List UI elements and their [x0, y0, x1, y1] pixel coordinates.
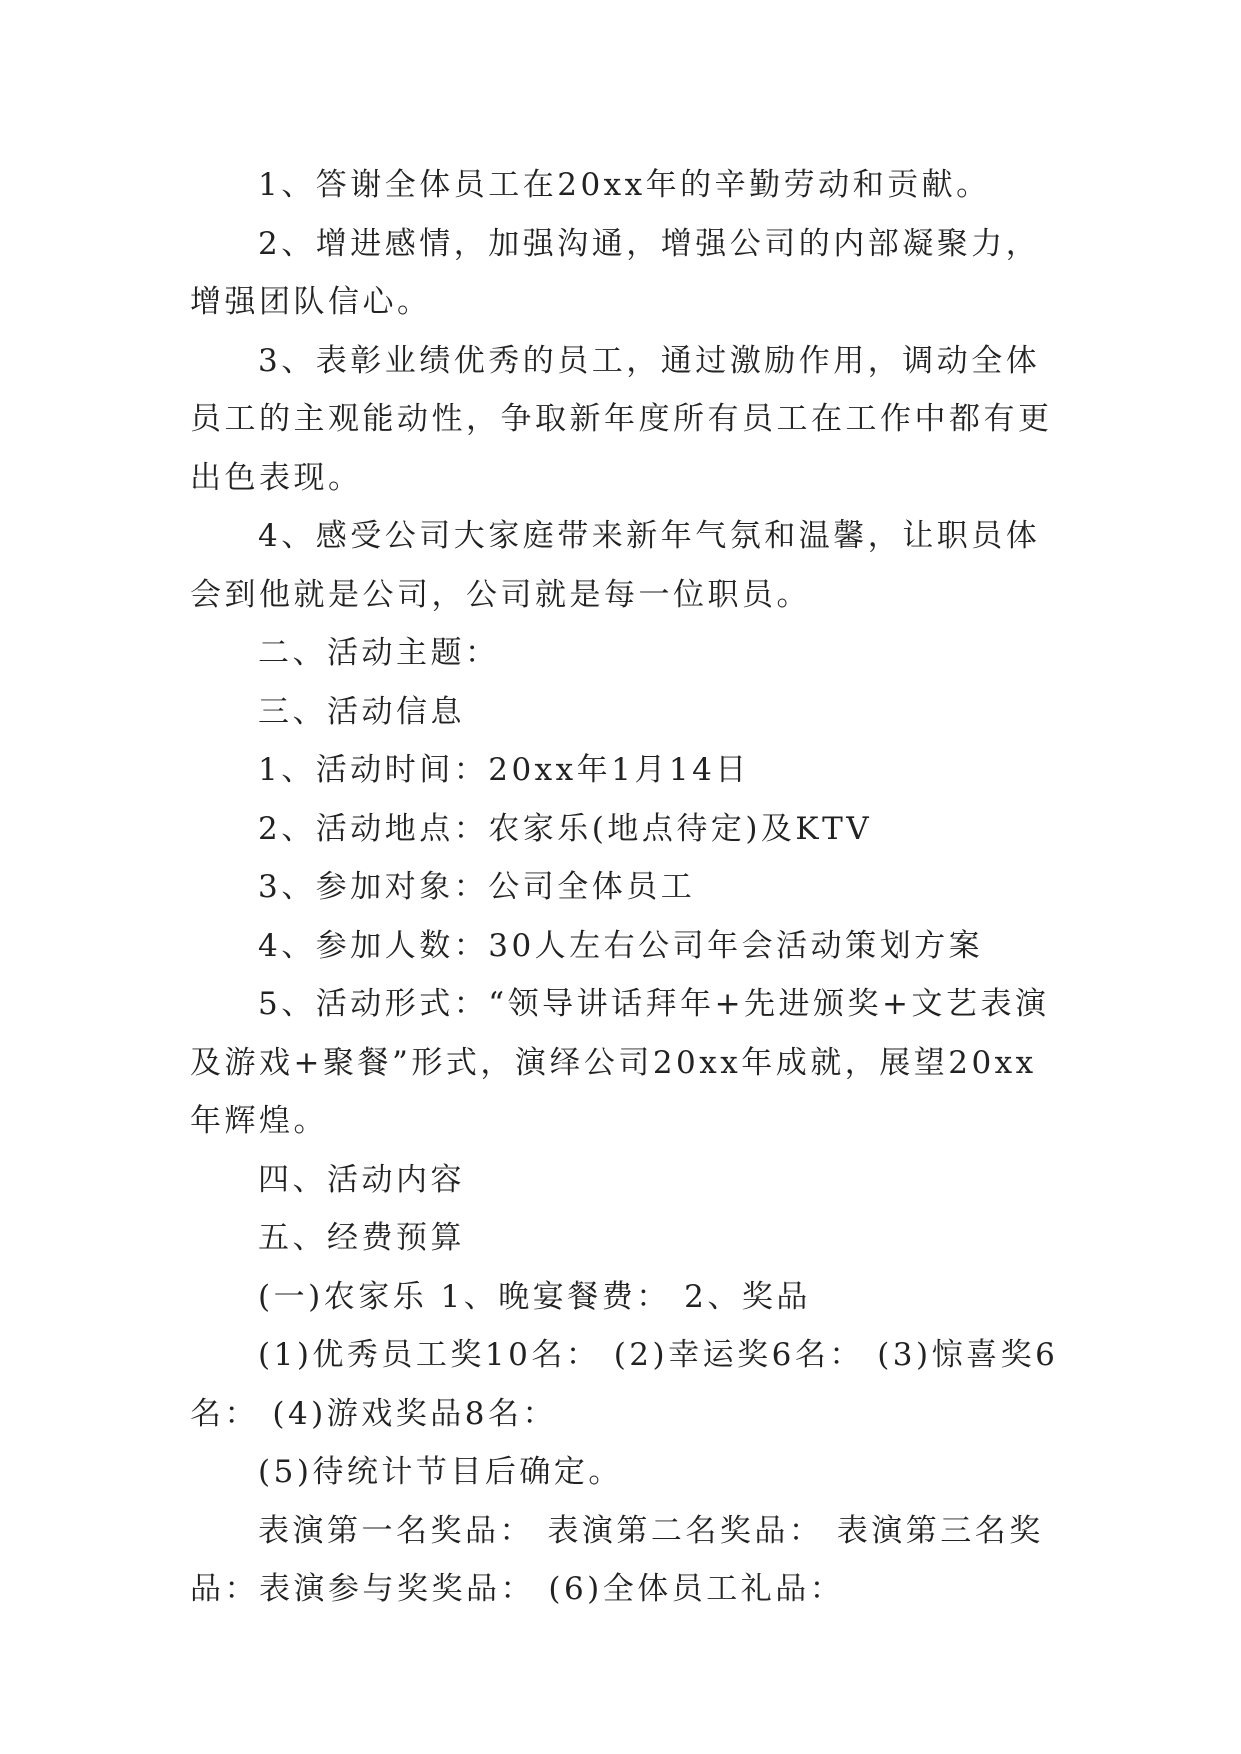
- budget-line-pending: (5)待统计节目后确定。: [258, 1454, 623, 1490]
- document-body: [190, 156, 1070, 1619]
- section-heading-budget: 五、经费预算: [258, 1220, 465, 1256]
- paragraph-goal-1: 1、答谢全体员工在20xx年的辛勤劳动和贡献。: [258, 167, 991, 203]
- section-heading-content: 四、活动内容: [258, 1161, 465, 1198]
- budget-line-performance-prizes: 表演第一名奖品： 表演第二名奖品： 表演第三名奖品：表演参与奖奖品： (6)全体员工礼品：: [190, 1512, 1044, 1607]
- info-item-headcount: 4、参加人数：30人左右公司年会活动策划方案: [258, 927, 984, 964]
- budget-line-awards: (1)优秀员工奖10名： (2)幸运奖6名： (3)惊喜奖6名： (4)游戏奖品8名：: [190, 1337, 1059, 1432]
- section-heading-info: 三、活动信息: [258, 693, 465, 730]
- info-item-location: 2、活动地点：农家乐(地点待定)及KTV: [258, 810, 873, 847]
- section-heading-theme: 二、活动主题：: [258, 635, 500, 671]
- paragraph-goal-4: 4、感受公司大家庭带来新年气氛和温馨，让职员体会到他就是公司，公司就是每一位职员。: [190, 518, 1041, 613]
- paragraph-goal-2: 2、增进感情，加强沟通，增强公司的内部凝聚力，增强团队信心。: [190, 225, 1041, 320]
- budget-line-farmhouse: (一)农家乐 1、晚宴餐费： 2、奖品: [258, 1278, 811, 1315]
- info-item-participants: 3、参加对象：公司全体员工: [258, 869, 696, 905]
- paragraph-goal-3: 3、表彰业绩优秀的员工，通过激励作用，调动全体员工的主观能动性，争取新年度所有员工在工作中都有更出色表现。: [190, 342, 1053, 496]
- info-item-format: 5、活动形式：“领导讲话拜年+先进颁奖+文艺表演及游戏+聚餐”形式，演绎公司20xx年成就，展望20xx年辉煌。: [190, 986, 1050, 1139]
- info-item-time: 1、活动时间：20xx年1月14日: [258, 752, 750, 788]
